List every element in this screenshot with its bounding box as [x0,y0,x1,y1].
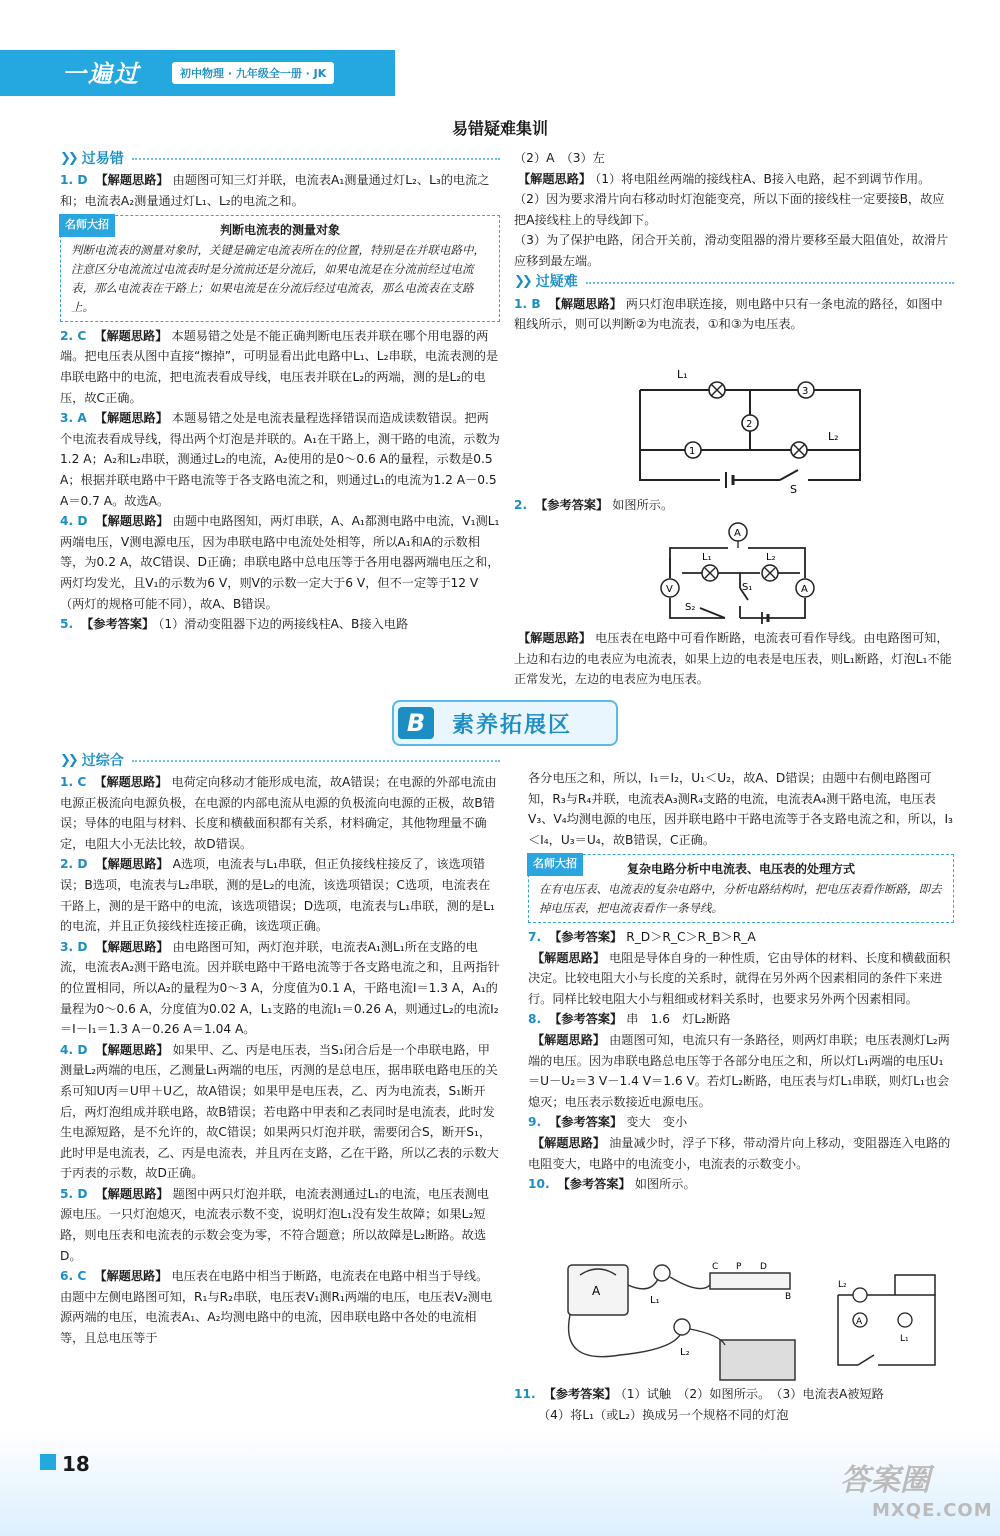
tip-title: 复杂电路分析中电流表、电压表的处理方式 [626,862,855,877]
label-l2: L₂ [828,430,839,443]
q-item: 2. D 【解题思路】 A选项，电流表与L₁串联，但正负接线柱接反了，该选项错误；B选项，电流表与L₂串联，测的是L₂的电流，该选项错误；C选项，电流表在干路上，测的是干路中的电流，该选项错误；D选项，电流表与L₁串联，测的是L₁的电流，并且正负接线柱连接正确，该选项正确。 [60,857,495,934]
left-column-top [60,148,500,635]
schematic-l1-label: L₁ [900,1334,909,1344]
book-logo: 一遍过 [62,60,140,88]
q-item: （2）A （3）左 [514,151,605,165]
q-item: 4. D 【解题思路】 由题中电路图知，两灯串联，A、A₁都测电路中电流，V₁测L₁两端电压，V测电源电压，因为串联电路中电流处处相等，所以A₁和A的示数相等，为0.2 A，故C错误、D正确；串联电路中总电压等于各用电器两端电压之和，两灯均发光，且V₁的示数为6 V，则V的示数一定大于6 V，但不一定等于12 V（两灯的规格可能不同），故A、B错误。 [60,514,500,611]
right-column-bottom-3 [514,1384,954,1425]
right-column-nan-3 [514,628,954,690]
rheostat-p-label: P [736,1262,742,1272]
rheostat-b-label: B [785,1292,792,1302]
page-title: 易错疑难集训 [451,119,548,138]
right-column-top [514,148,954,335]
tip-title: 判断电流表的测量对象 [219,223,340,238]
q-item: （4）将L₁（或L₂）换成另一个规格不同的灯泡 [538,1407,789,1422]
q-item: 1. D 【解题思路】 由题图可知三灯并联，电流表A₁测量通过灯L₂、L₃的电流之和；电流表A₂测量通过灯L₁、L₂的电流之和。 [60,173,490,208]
meter-2-label: 2 [746,419,753,430]
watermark-url: MXQE.COM [872,1500,993,1521]
label-l1: L₁ [650,1295,660,1306]
rheostat-d-label: D [760,1262,767,1272]
page-number: 18 [62,1452,90,1476]
tip-box [528,854,954,923]
meter-1-label: 1 [689,446,696,457]
section-guo-yi-nan: ❯❯ 过疑难 [514,272,954,294]
q-item: 6. C 【解题思路】 电压表在电路中相当于断路，电流表在电路中相当于导线。由题中左侧电路图可知，R₁与R₂串联，电压表V₁测R₁两端的电压，电压表V₂测电源两端的电压，电流表A₁、A₂均测电路中的电流，因串联电路中各处的电流相等，且总电压等于 [60,1269,493,1346]
voltmeter-left-label: V [666,584,673,595]
schematic-ammeter-label: A [856,1317,863,1327]
banner-letter: B [398,707,434,739]
chevron-icon: ❯❯ [60,752,76,768]
q-item: 3. A 【解题思路】 本题易错之处是电流表量程选择错误而造成读数错误。把两个电流表看成导线，得出两个灯泡是并联的。A₁在干路上，测干路的电流，示数为1.2 A；A₂和L₂串联，测通过L₂的电流，A₂使用的是0～0.6 A的量程，示数是0.5 A；根据并联电路中干路电流等于各支路电流之和，则通过L₁的电流为1.2 A－0.5 A＝0.7 A。故选A。 [60,411,500,508]
right-column-bottom [528,768,954,1195]
q-item: 11. 【参考答案】 （1）试触 （2）如图所示。 （3）电流表A被短路 [514,1387,884,1401]
switch-label: S [790,483,797,495]
schematic-l2-label: L₂ [838,1280,847,1290]
page-number-marker [40,1454,56,1470]
tip-text: 在有电压表、电流表的复杂电路中，分析电路结构时，把电压表看作断路，即去掉电压表，把电流表看作一条导线。 [539,881,942,915]
q-item: 1. C 【解题思路】 电荷定向移动才能形成电流，故A错误；在电源的外部电流由电源正极流向电源负极，在电源的内部电流从电源的负极流向电源的正极，故B错误；导体的电阻与材料、长度和横截面积都有关系，材料确定，其他物理量不确定，电阻大小无法比较，故D错误。 [60,775,497,851]
q-item: 4. D 【解题思路】 如果甲、乙、丙是电压表，当S₁闭合后是一个串联电路，甲测量L₂两端的电压，乙测量L₁两端的电压，丙测的是总电压，据串联电路电压的关系可知U丙＝U甲＋U乙，故A错误；如果甲是电压表，乙、丙为电流表，S₁断开后，两灯泡组成并联电路，故B错误；若电路中甲表和乙表同时是电流表，此时发生电源短路，是不允许的，故C错误；如果两只灯泡并联，需要闭合S，断开S₁，此时甲是电流表，乙、丙是电流表，并且丙在支路，乙在干路，所以乙表的示数大于丙表的示数，故D正确。 [60,1042,499,1181]
q-item: 1. B 【解题思路】 两只灯泡串联连接，则电路中只有一条电流的路径，如图中粗线所示，则可以判断②为电流表，①和③为电压表。 [514,296,943,332]
right-column-nan-2 [514,495,954,516]
q-item: 【解题思路】 电阻是导体自身的一种性质，它由导体的材料、长度和横截面积决定。比较电阻大小与长度的关系时，就得在另外两个因素相同的条件下来进行。同样比较电阻大小与粗细或材料关系时，也要求另外两个因素相同。 [528,950,951,1006]
section-guo-zong-he: ❯❯ 过综合 [60,750,500,772]
ammeter-right-label: A [801,584,808,595]
q-item: （3）为了保护电路，闭合开关前，滑动变阻器的滑片要移至最大阻值处，故滑片应移到最左端。 [514,233,949,268]
label-l1: L₁ [702,552,712,563]
header-bar [0,50,395,96]
ammeter-label: A [592,1284,601,1298]
watermark-logo: 答案圈 [840,1463,930,1498]
chevron-icon: ❯❯ [514,274,530,290]
rheostat-c-label: C [712,1262,719,1272]
q-item: 2. C 【解题思路】 本题易错之处是不能正确判断电压表并联在哪个用电器的两端。把电压表从图中直接“擦掉”，可明显看出此电路中L₁、L₂串联，电流表测的是串联电路中的电流，把电流表看成导线，电压表并联在L₂的两端，测的是L₂的电压，故C正确。 [60,328,499,405]
q-item: 【解题思路】 油量减少时，浮子下移，带动滑片向上移动，变阻器连入电路的电阻变大，电路中的电流变小，电流表的示数变小。 [528,1135,951,1171]
tip-flag: 名师大招 [527,853,583,876]
q-item: 5. 【参考答案】 （1）滑动变阻器下边的两接线柱A、B接入电路 [60,617,409,632]
banner-title: 素养拓展区 [452,712,573,738]
tip-box [60,215,500,322]
section-guo-yi-cuo: ❯❯ 过易错 [60,148,500,170]
label-l2: L₂ [766,552,776,563]
q-item: 2. 【参考答案】 如图所示。 [514,498,674,512]
switch-s1-label: S₁ [742,582,753,593]
q-item: （2）因为要求滑片向右移动时灯泡能变亮，所以下面的接线柱一定要接B，故应把A接线柱上的导线卸下。 [514,192,945,227]
meter-3-label: 3 [802,386,809,397]
q-item: 5. D 【解题思路】 题图中两只灯泡并联，电流表测通过L₁的电流，电压表测电源电压。一只灯泡熄灭，电流表示数不变，说明灯泡L₁没有发生故障；如果L₂短路，则电压表和电流表的示数会变为零，不符合题意；所以故障是L₂断路。故选D。 [60,1186,489,1263]
q-item: 【解题思路】 电压表在电路中可看作断路，电流表可看作导线。由电路图可知，上边和右边的电表应为电流表，如果上边的电表是电压表，则L₁断路，灯泡L₁不能正常发光，左边的电表应为电压表。 [514,631,952,687]
tip-flag: 名师大招 [59,214,115,237]
q-item: 3. D 【解题思路】 由电路图可知，两灯泡并联，电流表A₁测L₁所在支路的电流，电流表A₂测干路电流。因并联电路中干路电流等于各支路电流之和，且两指针的位置相同，所以A₂的量程为0～3 A，分度值为0.1 A，干路电流I＝1.3 A，A₁的量程为0～0.6 A，分度值为0.02 A，L₁支路的电流I₁＝0.26 A，则通过L₂的电流I₂＝I－I₁＝1.3 A－0.26 A＝1.04 A。 [60,939,500,1037]
wiring-figure [560,1255,960,1385]
q-item: 【解题思路】 由题图可知，电流只有一条路径，则两灯串联；电压表测灯L₂两端的电压。因为串联电路总电压等于各部分电压之和，所以灯L₁两端的电压U₁＝U－U₂＝3 V－1.4 V＝1.6 V。若灯L₂断路，电压表与灯L₁串联，则灯L₁也会熄灭；电压表示数接近电源电压。 [528,1032,950,1109]
left-column-bottom [60,750,500,1349]
switch-s2-label: S₂ [685,602,696,613]
ammeter-top-label: A [734,528,741,539]
circuit-figure-1 [630,360,870,495]
label-l2: L₂ [680,1347,690,1358]
q-item: 10. 【参考答案】 如图所示。 [528,1177,696,1192]
section-banner-b [392,700,618,746]
q-item: 【解题思路】 （1）将电阻丝两端的接线柱A、B接入电路，起不到调节作用。 [518,171,931,186]
q-item: 7. 【参考答案】 R_D＞R_C＞R_B＞R_A [528,929,756,944]
chevron-icon: ❯❯ [60,150,76,166]
tip-text: 判断电流表的测量对象时，关键是确定电流表所在的位置，特别是在并联电路中，注意区分电流流过电流表时是分流前还是分流后，如果电流是在分流前经过电流表，那么电流表在干路上；如果电流是在分流后经过电流表，那么电流表在支路上。 [71,242,485,314]
q-item: 9. 【参考答案】 变大 变小 [528,1115,688,1130]
book-subject-tag: 初中物理 · 九年级全一册 · JK [172,62,334,84]
q-item: 各分电压之和，所以，I₁＝I₂，U₁＜U₂，故A、D错误；由题中右侧电路图可知，R₃与R₄并联，电流表A₃测R₄支路的电流，电流表A₄测干路电流，电压表V₃、V₄均测电源的电压，因并联电路中干路电流等于各支路电流之和，所以，I₃＜I₄，U₃＝U₄，故B错误，C正确。 [528,771,953,847]
circuit-figure-2 [650,518,830,628]
q-item: 8. 【参考答案】 串 1.6 灯L₂断路 [528,1012,731,1027]
label-l1: L₁ [677,368,688,381]
